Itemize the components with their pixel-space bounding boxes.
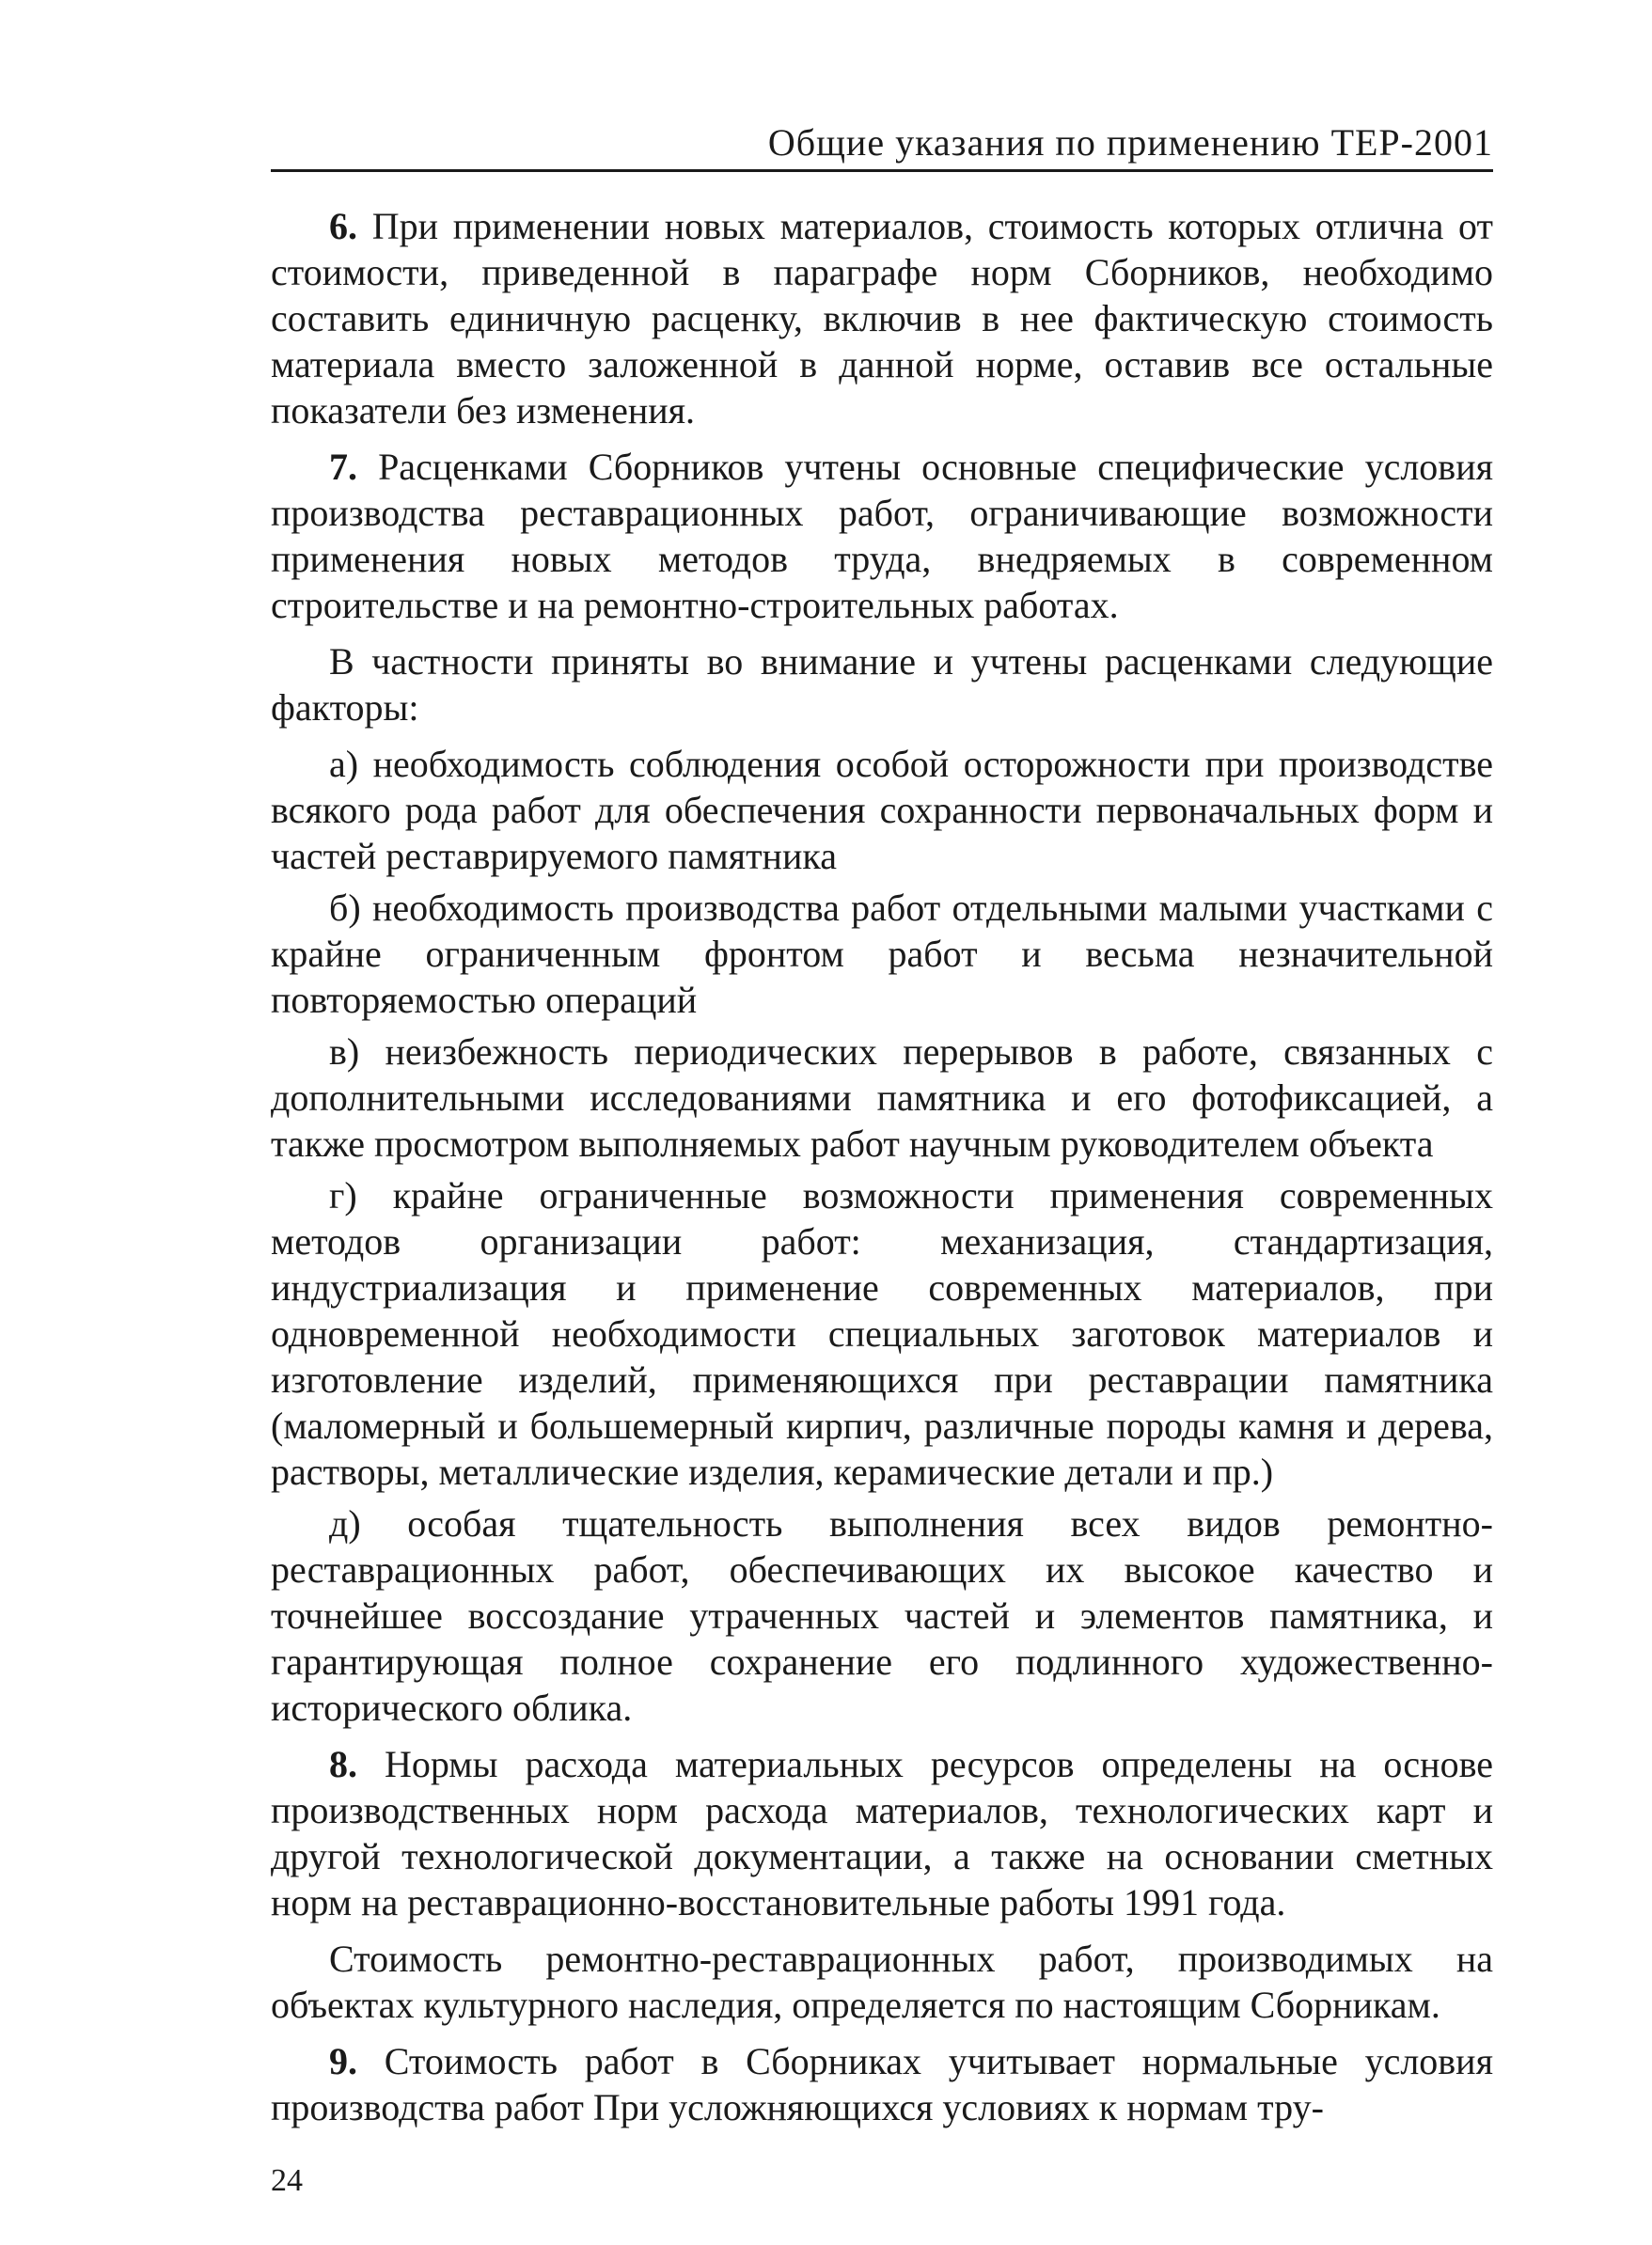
paragraph-text: Стоимость работ в Сборниках учитывает нормальные условия производства работ При усложняющихся условиях к нормам тру- bbox=[271, 2040, 1493, 2128]
list-item-g bbox=[271, 1172, 1493, 1495]
paragraph-7 bbox=[271, 444, 1493, 628]
paragraph-8 bbox=[271, 1741, 1493, 1925]
paragraph-number: 9. bbox=[329, 2040, 357, 2082]
paragraph-text: в) неизбежность периодических перерывов в работе, связанных с дополнительными исследованиями памятника и его фотофиксацией, а также просмотром выполняемых работ научным руководителем объекта bbox=[271, 1030, 1493, 1165]
running-header: Общие указания по применению ТЕР-2001 bbox=[767, 121, 1493, 164]
paragraph-text: д) особая тщательность выполнения всех видов ремонтно-реставрационных работ, обеспечивающих их высокое качество и точнейшее воссоздание утраченных частей и элементов памятника, и гарантирующая полное сохранение его подлинного художественно-исторического облика. bbox=[271, 1502, 1493, 1729]
paragraph-9 bbox=[271, 2038, 1493, 2130]
list-item-b bbox=[271, 885, 1493, 1023]
paragraph-text: г) крайне ограниченные возможности применения современных методов организации работ: механизация, стандартизация, индустриализация и применение современных материалов, при одновременной необходимости специальных заготовок материалов и изготовление изделий, применяющихся при реставрации памятника (маломерный и большемерный кирпич, различные породы камня и дерева, растворы, металлические изделия, керамические детали и пр.) bbox=[271, 1174, 1493, 1493]
paragraph-text: Нормы расхода материальных ресурсов определены на основе производственных норм расхода материалов, технологических карт и другой технологической документации, а также на основании сметных норм на реставрационно-восстановительные работы 1991 года. bbox=[271, 1743, 1493, 1923]
body-text bbox=[271, 203, 1493, 2141]
paragraph-6 bbox=[271, 203, 1493, 433]
paragraph-text: б) необходимость производства работ отдельными малыми участками с крайне ограниченным фронтом работ и весьма незначительной повторяемостью операций bbox=[271, 887, 1493, 1021]
list-item-d bbox=[271, 1500, 1493, 1731]
list-item-v bbox=[271, 1028, 1493, 1167]
header-rule bbox=[271, 169, 1493, 172]
paragraph-text: а) необходимость соблюдения особой осторожности при производстве всякого рода работ для обеспечения сохранности первоначальных форм и частей реставрируемого памятника bbox=[271, 743, 1493, 877]
paragraph-factors-intro bbox=[271, 638, 1493, 730]
paragraph-cost bbox=[271, 1936, 1493, 2028]
paragraph-number: 7. bbox=[329, 446, 357, 488]
paragraph-number: 6. bbox=[329, 205, 357, 247]
paragraph-text: В частности приняты во внимание и учтены расценками следующие факторы: bbox=[271, 640, 1493, 729]
list-item-a bbox=[271, 741, 1493, 879]
paragraph-text: При применении новых материалов, стоимость которых отлична от стоимости, приведенной в параграфе норм Сборников, необходимо составить единичную расценку, включив в нее фактическую стоимость материала вместо заложенной в данной норме, оставив все остальные показатели без изменения. bbox=[271, 205, 1494, 432]
paragraph-number: 8. bbox=[329, 1743, 357, 1785]
paragraph-text: Расценками Сборников учтены основные специфические условия производства реставрационных работ, ограничивающие возможности применения новых методов труда, внедряемых в современном строительстве и на ремонтно-строительных работах. bbox=[271, 446, 1493, 626]
paragraph-text: Стоимость ремонтно-реставрационных работ, производимых на объектах культурного наследия, определяется по настоящим Сборникам. bbox=[271, 1938, 1493, 2026]
page-number: 24 bbox=[271, 2163, 303, 2198]
